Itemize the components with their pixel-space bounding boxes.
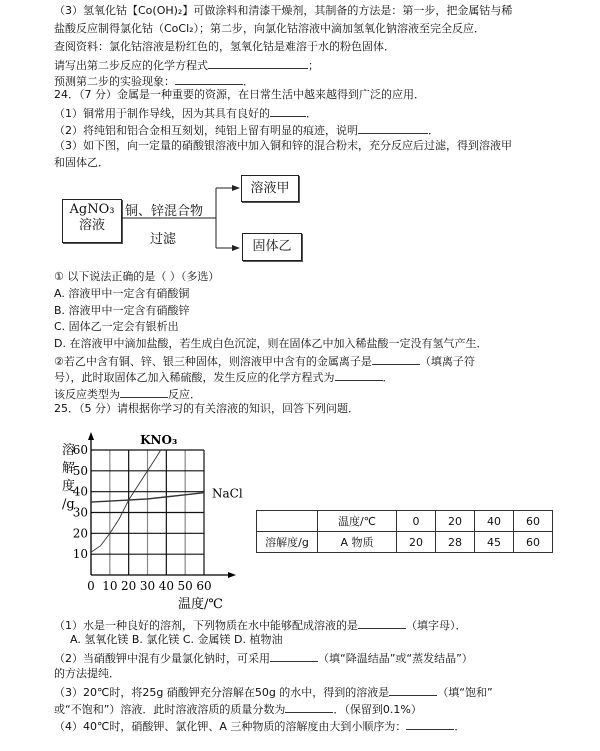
q25-p1-text: （1）水是一种良好的溶剂，下列物质在水中能够配成溶液的是 [54, 619, 358, 632]
q25-p1-options: A. 氢氧化镁 B. 氯化镁 C. 金属镁 D. 植物油 [70, 633, 283, 646]
x-tick-label: 60 [196, 579, 212, 593]
solubility-table [256, 510, 553, 553]
series-label-kno3: KNO₃ [140, 433, 178, 447]
q25-p2-suffix: （填“降温结晶”或“蒸发结晶”） [318, 652, 473, 665]
q24-p3-line1: （3）如下图，向一定量的硝酸银溶液中加入铜和锌的混合粉末，充分反应后过滤，得到溶液甲 [54, 139, 512, 152]
q25-p4-text: （4）40℃时，硝酸钾、氯化钾、A 三种物质的溶解度由大到小顺序为： [54, 720, 407, 733]
q25-p3 [54, 684, 493, 700]
q24-p2-text: （2）将纯铝和铝合金相互刻划，纯铝上留有明显的痕迹，说明 [54, 124, 358, 137]
y-axis-label: 度 [62, 479, 76, 494]
q24-sub2-line2-text: 号），此时取固体乙加入稀硫酸，发生反应的化学方程式为 [54, 371, 335, 384]
q25-title: 25．（5 分）请根据你学习的有关溶液的知识，回答下列问题． [54, 402, 359, 415]
series-label-nacl: NaCl [212, 486, 243, 501]
q23-line5-text: 预测第二步的实验现象： [54, 75, 175, 88]
table-cell [257, 511, 318, 532]
q25-p2 [54, 650, 473, 666]
option-a[interactable]: A. 溶液甲中一定含有硝酸铜 [54, 287, 190, 300]
arrow-label-filter: 过滤 [150, 232, 177, 247]
q25-p3-suffix: （填“饱和” [437, 686, 493, 699]
q24-sub2-line3-suffix: 反应． [168, 388, 201, 401]
q23-line3: 查阅资料：氯化钴溶液是粉红色的，氢氧化钴是难溶于水的粉色固体． [54, 40, 395, 53]
solution-a-label: 溶液甲 [250, 181, 290, 196]
table-cell: 60 [514, 532, 553, 553]
y-tick-label: 30 [72, 505, 88, 520]
q24-title: 24．（7 分）金属是一种重要的资源，在日常生活中越来越得到广泛的应用． [54, 88, 425, 101]
q23-line4-suffix: ； [308, 59, 319, 72]
q25-p3-line2 [54, 701, 422, 717]
table-cell: A 物质 [318, 532, 397, 553]
y-tick-label: 50 [72, 463, 88, 478]
solid-b-label: 固体乙 [252, 239, 292, 254]
q23-line2: 盐酸反应制得氯化钴（CoCl₂）；第二步，向氯化钴溶液中滴加氢氧化钠溶液至完全反应． [54, 22, 486, 35]
answer-blank[interactable] [406, 718, 454, 730]
q24-p2-suffix: ． [428, 124, 439, 137]
table-cell: 20 [436, 511, 475, 532]
y-axis-label: /g [62, 497, 75, 512]
table-cell: 28 [436, 532, 475, 553]
q23-line1: （3）氢氧化钴【Co(OH)₂】可做涂料和清漆干燥剂，其制备的方法是：第一步，把金属钴与稀 [54, 4, 513, 17]
q24-sub2-text: ②若乙中含有铜、锌、银三种固体，则溶液甲中含有的金属离子是 [54, 355, 372, 368]
x-tick-label: 40 [158, 579, 174, 593]
x-axis-label: 温度/℃ [178, 597, 223, 612]
q24-sub2-line2-suffix: ． [382, 371, 394, 384]
table-cell: 溶解度/g [257, 532, 318, 553]
chart-ticks [73, 443, 212, 593]
answer-blank[interactable] [389, 684, 437, 696]
y-tick-label: 20 [72, 526, 88, 541]
y-tick-label: 60 [72, 443, 88, 457]
answer-blank[interactable] [285, 701, 333, 713]
x-tick-label: 20 [121, 579, 137, 593]
q25-p1-suffix: （填字母）． [406, 619, 467, 632]
option-b[interactable]: B. 溶液甲中一定含有硝酸锌 [54, 304, 190, 317]
q24-sub2-suffix: （填离子符 [419, 355, 475, 368]
table-cell: 60 [514, 511, 553, 532]
chart-grid [91, 450, 204, 575]
q24-p1-text: （1）铜常用于制作导线，因为其具有良好的 [54, 107, 270, 120]
q25-p3-line2-suffix: ．（保留到0.1%） [333, 703, 422, 716]
q24-p1-suffix: ． [306, 107, 317, 120]
answer-blank[interactable] [270, 650, 318, 662]
table-cell: 0 [397, 511, 436, 532]
q25-p3-line2-text: 或“不饱和”）溶液．此时溶液溶质的质量分数为 [54, 703, 286, 716]
table-row [257, 532, 553, 553]
x-tick-label: 10 [102, 579, 118, 593]
y-axis-label: 溶 [62, 443, 76, 458]
x-tick-label: 0 [87, 579, 95, 593]
y-tick-label: 10 [72, 547, 88, 562]
solution-label: 溶液 [78, 218, 105, 233]
q25-p4 [54, 718, 465, 734]
arrow-label-reagent: 铜、锌混合物 [125, 204, 204, 219]
agno3-label: AgNO₃ [69, 202, 115, 217]
y-axis-label: 解 [62, 461, 76, 476]
q25-p2-line2: 的方法提纯． [54, 667, 120, 680]
q24-sub1-question: ① 以下说法正确的是（ ）（多选） [54, 270, 220, 283]
q23-line4-text: 请写出第二步反应的化学方程式 [54, 59, 208, 72]
q25-p3-text: （3）20℃时，将25g 硝酸钾充分溶解在50g 的水中，得到的溶液是 [54, 686, 390, 699]
q25-p1 [54, 617, 467, 633]
table-cell: 40 [475, 511, 514, 532]
q25-p4-suffix: ． [454, 720, 466, 733]
x-axis-arrowhead-icon [228, 572, 236, 578]
table-cell: 温度/℃ [318, 511, 397, 532]
table-cell: 20 [397, 532, 436, 553]
answer-blank[interactable] [358, 617, 406, 629]
x-tick-label: 50 [177, 579, 193, 593]
option-c[interactable]: C. 固体乙一定会有银析出 [54, 320, 179, 333]
q24-sub2-line3-text: 该反应类型为 [54, 388, 120, 401]
q25-p2-text: （2）当硝酸钾中混有少量氯化钠时，可采用 [54, 652, 270, 665]
table-cell: 45 [475, 532, 514, 553]
x-tick-label: 30 [139, 579, 156, 593]
y-axis-arrowhead-icon [88, 432, 94, 440]
q23-line5-suffix: ． [243, 75, 254, 88]
table-header-row [257, 511, 553, 532]
q24-p3-line2: 和固体乙． [54, 156, 109, 169]
y-tick-label: 40 [72, 484, 88, 499]
option-d[interactable]: D. 在溶液甲中滴加盐酸，若生成白色沉淀，则在固体乙中加入稀盐酸一定没有氢气产生． [54, 337, 488, 350]
